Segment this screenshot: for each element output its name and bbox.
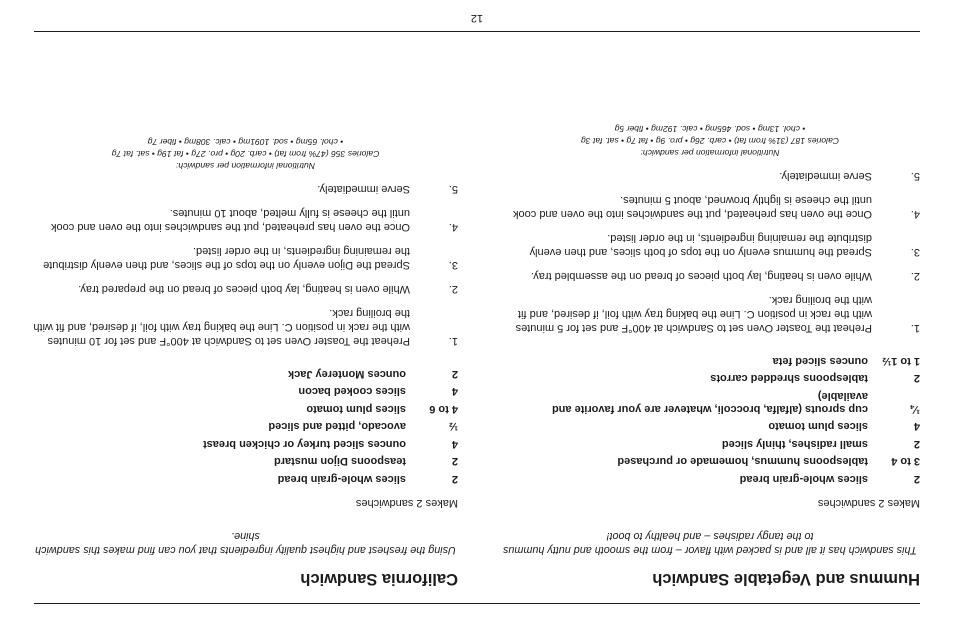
step-list <box>500 170 920 336</box>
ingredient-item: cup sprouts (alfalfa, broccoli, whatever are your favorite and available) <box>551 390 868 415</box>
ingredient-item: tablespoons shredded carrots <box>710 372 868 385</box>
ingredient-item: slices plum tomato <box>306 403 406 415</box>
ingredient-item: teaspoons Dijon mustard <box>273 455 406 468</box>
step-number: 3. <box>910 246 920 259</box>
step-number: 3. <box>448 259 458 272</box>
ingredient-item: ounces sliced feta <box>772 355 868 367</box>
step-item <box>33 207 458 235</box>
ingredient-qty: 4 to 6 <box>429 403 458 415</box>
ingredient-list <box>203 363 458 486</box>
ingredient-qty: 3 to 4 <box>891 455 920 468</box>
nutrition-line: Calories 187 (31% from fat) • carb. 26g • pro. 9g • fat 7g • sat. fat 3g <box>580 136 840 147</box>
ingredient-row <box>203 380 458 398</box>
recipe-yield: Makes 2 sandwiches <box>817 497 920 509</box>
ingredient-qty: 2 <box>451 473 458 485</box>
ingredient-item: tablespoons hummus, homemade or purchased <box>617 455 868 468</box>
ingredient-row <box>203 363 458 381</box>
step-item <box>33 245 458 273</box>
step-text: Once the oven has preheated, put the sandwiches into the oven and cook until the cheese is fully melted, about 10 minutes. <box>51 207 410 234</box>
ingredient-item: ounces sliced turkey or chicken breast <box>203 438 406 450</box>
step-text: Once the oven has preheated, put the sandwiches into the oven and cook until the cheese is lightly browned, about 5 minutes. <box>513 194 872 221</box>
nutrition-line: Calories 356 (47% from fat) • carb. 20g • pro. 27g • fat 19g • sat. fat 7g <box>111 149 380 160</box>
ingredient-row <box>203 398 458 416</box>
step-number: 5. <box>910 170 920 183</box>
page-number: 12 <box>470 12 484 24</box>
ingredient-row <box>500 350 920 368</box>
step-number: 4. <box>910 208 920 221</box>
ingredient-qty: 4 <box>451 438 458 450</box>
ingredient-item: small radishes, thinly sliced <box>721 438 868 450</box>
step-item <box>500 194 920 222</box>
step-item <box>33 283 458 297</box>
top-rule <box>34 603 920 604</box>
nutrition-heading: Nutritional information per sandwich: <box>640 148 780 159</box>
step-text: Preheat the Toaster Oven set to Sandwich at 400°F and set for 5 minutes with the rack in position C. Line the baking tray with foil, if desired, and fit with the broiling rack. <box>515 294 872 335</box>
ingredient-qty: 1 to 1½ <box>882 355 920 367</box>
step-item <box>500 170 920 184</box>
ingredient-item: slices cooked bacon <box>298 385 406 398</box>
recipe-yield: Makes 2 sandwiches <box>355 497 458 509</box>
step-text: While oven is heating, lay both pieces of bread on the assembled tray. <box>531 270 872 283</box>
step-number: 5. <box>448 183 458 196</box>
ingredient-qty: 4 <box>913 420 920 433</box>
ingredient-qty: 2 <box>451 455 458 468</box>
nutrition-line: • chol. 13mg • sod. 465mg • calc. 192mg • fiber 5g <box>614 124 806 135</box>
recipe-hummus-vegetable <box>500 124 920 589</box>
step-item <box>500 270 920 284</box>
step-item <box>33 183 458 197</box>
step-item <box>500 232 920 260</box>
ingredient-row <box>203 450 458 468</box>
ingredient-row <box>500 415 920 433</box>
ingredient-row <box>500 450 920 468</box>
nutrition-heading: Nutritional information per sandwich: <box>176 161 315 172</box>
ingredient-row <box>500 468 920 486</box>
ingredient-item: avocado, pitted and sliced <box>268 420 406 433</box>
step-item <box>33 307 458 349</box>
step-number: 1. <box>910 322 920 335</box>
step-text: Spread the hummus evenly on the tops of both slices, and then evenly distribute the remaining ingredients, in the order listed. <box>529 232 872 259</box>
step-text: Spread the Dijon evenly on the tops of the slices, and then evenly distribute the remaining ingredients, in the order listed. <box>43 245 410 272</box>
recipe-intro: Using the freshest and highest quality ingredients that you can find makes this sandwich shine. <box>35 530 456 556</box>
step-text: Preheat the Toaster Oven set to Sandwich at 400°F and set for 10 minutes with the rack in position C. Line the baking tray with foil, if desired, and fit with the broiling rack. <box>33 307 410 348</box>
step-number: 1. <box>448 335 458 348</box>
ingredient-qty: 2 <box>451 368 458 380</box>
recipe-california <box>33 137 458 589</box>
ingredient-list <box>500 350 920 486</box>
step-number: 2. <box>448 283 458 296</box>
ingredient-item: slices plum tomato <box>768 420 868 433</box>
ingredient-qty: 2 <box>913 438 920 450</box>
recipe-title: California Sandwich <box>300 570 458 588</box>
step-text: Serve immediately. <box>779 170 872 183</box>
ingredient-item: slices whole-grain bread <box>277 473 406 485</box>
ingredient-row <box>500 367 920 385</box>
ingredient-qty: 2 <box>913 473 920 485</box>
nutrition-info <box>33 137 458 173</box>
ingredient-row <box>203 415 458 433</box>
nutrition-info <box>500 124 920 160</box>
ingredient-row <box>500 433 920 451</box>
step-list <box>33 183 458 349</box>
step-item <box>500 294 920 336</box>
ingredient-item: slices whole-grain bread <box>739 473 868 485</box>
ingredient-qty: 2 <box>913 372 920 385</box>
step-text: Serve immediately. <box>317 183 410 196</box>
step-number: 4. <box>448 221 458 234</box>
ingredient-qty: ¼ <box>910 403 920 415</box>
ingredient-row <box>500 385 920 416</box>
ingredient-qty: 4 <box>451 385 458 398</box>
step-number: 2. <box>910 270 920 283</box>
ingredient-item: ounces Monterey Jack <box>288 368 406 380</box>
recipe-title: Hummus and Vegetable Sandwich <box>652 570 920 588</box>
recipe-intro: This sandwich has it all and is packed with flavor – from the smooth and nutty hummus to the tangy radishes – and healthy to boot! <box>502 530 918 556</box>
nutrition-line: • chol. 65mg • sod. 1091mg • calc. 308mg • fiber 7g <box>147 137 344 148</box>
ingredient-row <box>203 433 458 451</box>
ingredient-row <box>203 468 458 486</box>
ingredient-qty: ½ <box>448 420 458 433</box>
step-text: While oven is heating, lay both pieces of bread on the prepared tray. <box>78 283 410 296</box>
